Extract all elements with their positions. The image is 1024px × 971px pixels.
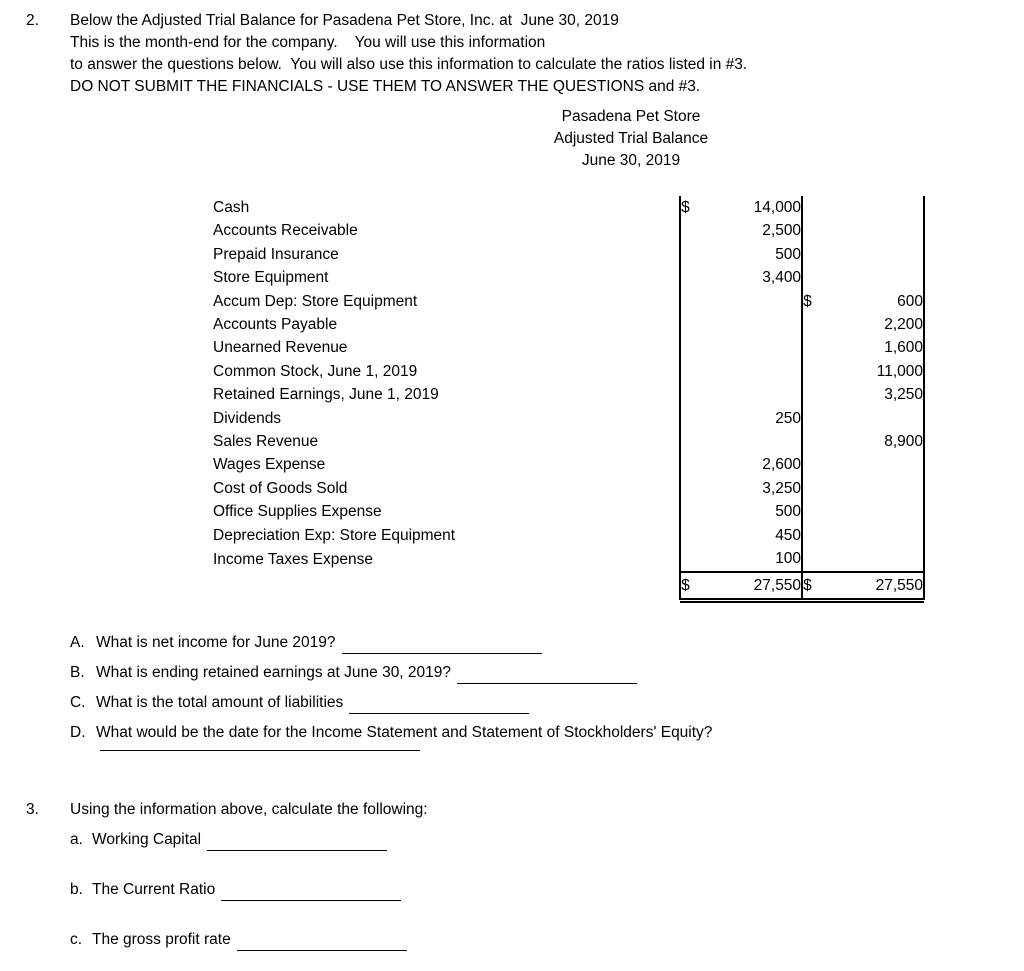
debit-amount: 100 [706, 547, 802, 571]
debit-currency-symbol [680, 360, 706, 383]
question-2-text [70, 10, 1000, 98]
answer-blank[interactable] [221, 886, 401, 901]
question-letter: A. [70, 634, 85, 651]
account-name: Dividends [213, 409, 282, 427]
account-name: Accounts Payable [213, 316, 338, 334]
debit-amount: 3,400 [706, 266, 802, 289]
trial-balance-table [213, 196, 925, 600]
questions-a-to-d [70, 631, 970, 744]
credit-amount [828, 196, 924, 219]
debit-amount [706, 313, 802, 336]
table-row [213, 383, 924, 406]
credit-currency-symbol [802, 547, 828, 571]
debit-amount [706, 383, 802, 406]
debit-currency-symbol [680, 430, 706, 453]
table-row [213, 290, 924, 313]
debit-currency-symbol [680, 243, 706, 266]
table-row [213, 360, 924, 383]
trial-balance-grid [213, 196, 925, 600]
credit-amount: 11,000 [828, 360, 924, 383]
credit-currency-symbol [802, 243, 828, 266]
table-row [213, 477, 924, 500]
credit-currency-symbol [802, 407, 828, 430]
credit-currency-symbol [802, 313, 828, 336]
credit-currency-symbol [802, 219, 828, 242]
debit-currency-symbol [680, 500, 706, 523]
credit-amount: 3,250 [828, 383, 924, 406]
account-name: Common Stock, June 1, 2019 [213, 362, 418, 380]
question-3-number: 3. [26, 801, 39, 818]
question-2-line-2: This is the month-end for the company. You will use this information [70, 34, 546, 51]
credit-amount: 1,600 [828, 336, 924, 359]
answer-blank[interactable] [457, 669, 637, 684]
total-credit-amount: 27,550 [828, 572, 924, 599]
answer-blank[interactable] [207, 836, 387, 851]
question-2-block [0, 10, 1024, 98]
statement-heading [431, 106, 831, 172]
question-row [70, 721, 970, 744]
question-letter: D. [70, 724, 86, 741]
total-credit-currency-symbol: $ [802, 572, 828, 599]
credit-amount [828, 266, 924, 289]
account-name: Sales Revenue [213, 433, 319, 451]
question-2-line-4: DO NOT SUBMIT THE FINANCIALS - USE THEM TO ANSWER THE QUESTIONS and #3. [70, 78, 701, 95]
table-row [213, 430, 924, 453]
question-3-item-letter: c. [70, 931, 83, 948]
credit-amount: 8,900 [828, 430, 924, 453]
table-row [213, 500, 924, 523]
question-3-item [70, 879, 1024, 901]
debit-amount: 2,600 [706, 453, 802, 476]
table-row [213, 266, 924, 289]
credit-currency-symbol [802, 500, 828, 523]
statement-title: Adjusted Trial Balance [553, 130, 709, 147]
question-3-item [70, 929, 1024, 951]
debit-currency-symbol [680, 547, 706, 571]
account-name: Retained Earnings, June 1, 2019 [213, 386, 439, 404]
debit-currency-symbol [680, 313, 706, 336]
credit-currency-symbol [802, 524, 828, 547]
table-row [213, 547, 924, 571]
table-row [213, 453, 924, 476]
credit-currency-symbol [802, 360, 828, 383]
total-debit-currency-symbol: $ [680, 572, 706, 599]
question-3-block [0, 799, 1024, 951]
credit-currency-symbol [802, 266, 828, 289]
question-3-item-letter: b. [70, 881, 83, 898]
credit-currency-symbol [802, 383, 828, 406]
question-3-item [70, 829, 1024, 851]
table-row [213, 313, 924, 336]
account-name: Wages Expense [213, 456, 326, 474]
total-label [213, 572, 680, 599]
credit-amount [828, 500, 924, 523]
debit-currency-symbol [680, 336, 706, 359]
answer-blank[interactable] [342, 639, 542, 654]
debit-amount: 450 [706, 524, 802, 547]
account-name: Office Supplies Expense [213, 503, 382, 521]
debit-currency-symbol [680, 290, 706, 313]
credit-amount: 2,200 [828, 313, 924, 336]
debit-currency-symbol [680, 453, 706, 476]
total-debit-amount: 27,550 [706, 572, 802, 599]
credit-amount: 600 [828, 290, 924, 313]
account-name: Income Taxes Expense [213, 550, 373, 568]
table-row [213, 243, 924, 266]
account-name: Prepaid Insurance [213, 245, 339, 263]
trial-balance-double-rule-top [680, 601, 924, 606]
table-row [213, 336, 924, 359]
debit-amount [706, 336, 802, 359]
question-2-line-1: Below the Adjusted Trial Balance for Pasadena Pet Store, Inc. at June 30, 2019 [70, 12, 619, 29]
credit-currency-symbol [802, 336, 828, 359]
question-letter: B. [70, 664, 85, 681]
debit-amount: 2,500 [706, 219, 802, 242]
account-name: Store Equipment [213, 269, 329, 287]
account-name: Cost of Goods Sold [213, 479, 348, 497]
debit-amount: 14,000 [706, 196, 802, 219]
table-row [213, 219, 924, 242]
credit-amount [828, 407, 924, 430]
credit-amount [828, 243, 924, 266]
debit-currency-symbol [680, 266, 706, 289]
account-name: Accounts Receivable [213, 222, 358, 240]
statement-company-name: Pasadena Pet Store [561, 108, 701, 125]
table-row [213, 524, 924, 547]
account-name: Cash [213, 199, 250, 216]
credit-currency-symbol [802, 196, 828, 219]
credit-amount [828, 524, 924, 547]
debit-currency-symbol [680, 524, 706, 547]
debit-amount: 250 [706, 407, 802, 430]
debit-currency-symbol [680, 383, 706, 406]
question-3-item-letter: a. [70, 831, 83, 848]
statement-date: June 30, 2019 [581, 152, 681, 169]
debit-amount [706, 290, 802, 313]
debit-currency-symbol [680, 407, 706, 430]
question-letter: C. [70, 694, 86, 711]
question-row [70, 661, 970, 684]
debit-amount [706, 430, 802, 453]
credit-currency-symbol [802, 477, 828, 500]
question-text: What would be the date for the Income Statement and Statement of Stockholders' Equity? [96, 724, 713, 741]
debit-currency-symbol [680, 477, 706, 500]
account-name: Unearned Revenue [213, 339, 348, 357]
question-3-item-text: Working Capital [92, 831, 202, 848]
question-3-item-text: The Current Ratio [92, 881, 216, 898]
credit-amount [828, 453, 924, 476]
credit-currency-symbol [802, 453, 828, 476]
credit-amount [828, 547, 924, 571]
question-3-item-text: The gross profit rate [92, 931, 231, 948]
question-text: What is the total amount of liabilities [96, 694, 344, 711]
credit-amount [828, 219, 924, 242]
credit-currency-symbol: $ [803, 292, 812, 310]
question-3-items [0, 829, 1024, 951]
debit-currency-symbol [680, 219, 706, 242]
debit-currency-symbol: $ [680, 196, 706, 219]
credit-currency-symbol [802, 430, 828, 453]
table-total-row [213, 572, 924, 599]
trial-balance-body [213, 196, 924, 599]
account-name: Depreciation Exp: Store Equipment [213, 526, 456, 544]
debit-amount [706, 360, 802, 383]
debit-amount: 500 [706, 500, 802, 523]
table-row [213, 407, 924, 430]
debit-amount: 3,250 [706, 477, 802, 500]
account-name: Accum Dep: Store Equipment [213, 292, 418, 310]
credit-amount [828, 477, 924, 500]
question-row [70, 631, 970, 654]
question-2-number: 2. [26, 12, 39, 29]
question-row [70, 691, 970, 714]
question-text: What is ending retained earnings at June 30, 2019? [96, 664, 452, 681]
answer-blank[interactable] [237, 936, 407, 951]
question-text: What is net income for June 2019? [96, 634, 336, 651]
question-2-line-3: to answer the questions below. You will also use this information to calculate the ratios listed in #3. [70, 56, 748, 73]
question-3-intro: Using the information above, calculate the following: [70, 801, 428, 818]
table-row [213, 196, 924, 219]
answer-blank[interactable] [349, 699, 529, 714]
answer-blank-d[interactable] [100, 750, 420, 751]
debit-amount: 500 [706, 243, 802, 266]
